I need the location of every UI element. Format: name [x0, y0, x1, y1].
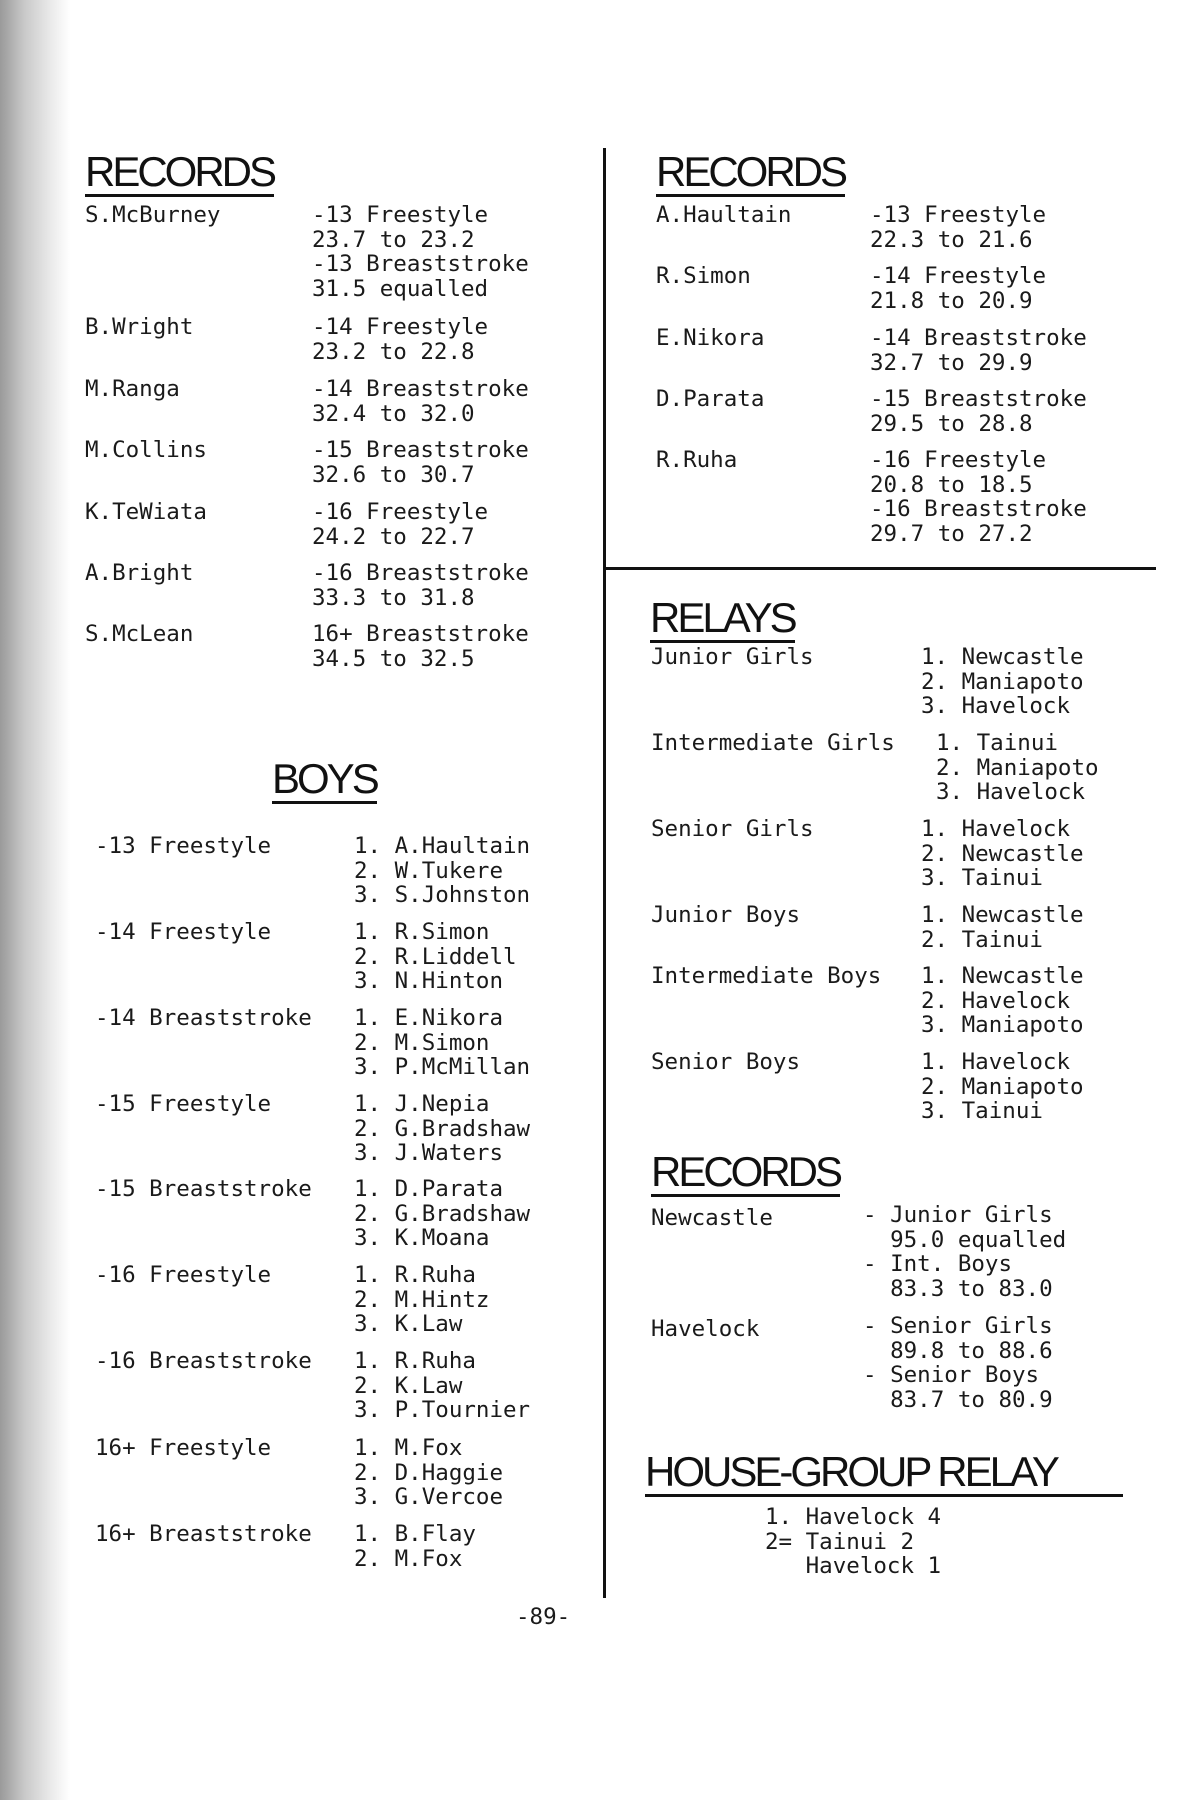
record-detail: -16 Freestyle 20.8 to 18.5 -16 Breaststroke 29.7 to 27.2 — [870, 447, 1087, 547]
right-records-heading: RECORDS — [656, 148, 846, 195]
record-detail: 16+ Breaststroke 34.5 to 32.5 — [312, 621, 529, 672]
record-name: B.Wright — [85, 314, 194, 340]
relay-group: Intermediate Boys — [651, 963, 882, 989]
boys-places: 1. R.Simon 2. R.Liddell 3. N.Hinton — [354, 919, 517, 994]
record-detail: -16 Breaststroke 33.3 to 31.8 — [312, 560, 529, 611]
relay-group: Senior Boys — [651, 1049, 801, 1075]
section-divider — [606, 567, 1156, 570]
page-number: -89- — [516, 1604, 571, 1630]
record-name: A.Bright — [85, 560, 194, 586]
relay-places: 1. Havelock 2. Newcastle 3. Tainui — [921, 816, 1084, 891]
boys-places: 1. B.Flay 2. M.Fox — [354, 1521, 476, 1572]
boys-places: 1. D.Parata 2. G.Bradshaw 3. K.Moana — [354, 1176, 531, 1251]
record-detail: -13 Freestyle 22.3 to 21.6 — [870, 202, 1047, 253]
record-name: E.Nikora — [656, 325, 765, 351]
relays-heading: RELAYS — [650, 594, 795, 641]
house-group-relay-results: 1. Havelock 4 2= Tainui 2 Havelock 1 — [765, 1504, 942, 1579]
boys-places: 1. J.Nepia 2. G.Bradshaw 3. J.Waters — [354, 1091, 531, 1166]
record-name: M.Ranga — [85, 376, 180, 402]
boys-event: -16 Freestyle — [95, 1262, 272, 1288]
boys-places: 1. R.Ruha 2. K.Law 3. P.Tournier — [354, 1348, 531, 1423]
record-detail: -16 Freestyle 24.2 to 22.7 — [312, 499, 489, 550]
relay-places: 1. Newcastle 2. Maniapoto 3. Havelock — [921, 644, 1084, 719]
left-records-heading: RECORDS — [85, 148, 275, 195]
record-detail: -15 Breaststroke 29.5 to 28.8 — [870, 386, 1087, 437]
relay-places: 1. Havelock 2. Maniapoto 3. Tainui — [921, 1049, 1084, 1124]
record-name: R.Simon — [656, 263, 751, 289]
relay-group: Intermediate Girls — [651, 730, 895, 756]
boys-heading: BOYS — [272, 755, 377, 802]
relay-group: Senior Girls — [651, 816, 814, 842]
boys-places: 1. R.Ruha 2. M.Hintz 3. K.Law — [354, 1262, 490, 1337]
record-detail: -14 Breaststroke 32.7 to 29.9 — [870, 325, 1087, 376]
record-name: M.Collins — [85, 437, 207, 463]
record-detail: -15 Breaststroke 32.6 to 30.7 — [312, 437, 529, 488]
record-name: R.Ruha — [656, 447, 738, 473]
record-detail: -14 Freestyle 21.8 to 20.9 — [870, 263, 1047, 314]
record-name: S.McLean — [85, 621, 194, 647]
boys-event: -15 Freestyle — [95, 1091, 272, 1117]
relay-records-heading: RECORDS — [651, 1148, 841, 1195]
relay-record-detail: - Senior Girls 89.8 to 88.6 - Senior Boys 83.7 to 80.9 — [863, 1313, 1053, 1413]
boys-event: -14 Breaststroke — [95, 1005, 312, 1031]
relay-group: Junior Boys — [651, 902, 801, 928]
boys-places: 1. M.Fox 2. D.Haggie 3. G.Vercoe — [354, 1435, 504, 1510]
boys-event: -15 Breaststroke — [95, 1176, 312, 1202]
relay-places: 1. Newcastle 2. Havelock 3. Maniapoto — [921, 963, 1084, 1038]
relay-group: Junior Girls — [651, 644, 814, 670]
record-detail: -14 Breaststroke 32.4 to 32.0 — [312, 376, 529, 427]
record-name: K.TeWiata — [85, 499, 207, 525]
record-detail: -14 Freestyle 23.2 to 22.8 — [312, 314, 489, 365]
house-group-relay-heading: HOUSE-GROUP RELAY — [645, 1450, 1123, 1497]
boys-event: 16+ Freestyle — [95, 1435, 272, 1461]
record-name: A.Haultain — [656, 202, 792, 228]
boys-event: -16 Breaststroke — [95, 1348, 312, 1374]
boys-event: -13 Freestyle — [95, 833, 272, 859]
record-detail: -13 Freestyle 23.7 to 23.2 -13 Breaststroke 31.5 equalled — [312, 202, 529, 302]
column-divider — [603, 148, 606, 1598]
boys-places: 1. A.Haultain 2. W.Tukere 3. S.Johnston — [354, 833, 531, 908]
relay-record-house: Havelock — [651, 1316, 760, 1342]
boys-places: 1. E.Nikora 2. M.Simon 3. P.McMillan — [354, 1005, 531, 1080]
scan-edge-shadow — [0, 0, 70, 1800]
record-name: S.McBurney — [85, 202, 221, 228]
relay-places: 1. Newcastle 2. Tainui — [921, 902, 1084, 953]
relay-record-detail: - Junior Girls 95.0 equalled - Int. Boys 83.3 to 83.0 — [863, 1202, 1067, 1302]
record-name: D.Parata — [656, 386, 765, 412]
relay-record-house: Newcastle — [651, 1205, 773, 1231]
boys-event: -14 Freestyle — [95, 919, 272, 945]
relay-places: 1. Tainui 2. Maniapoto 3. Havelock — [936, 730, 1099, 805]
boys-event: 16+ Breaststroke — [95, 1521, 312, 1547]
